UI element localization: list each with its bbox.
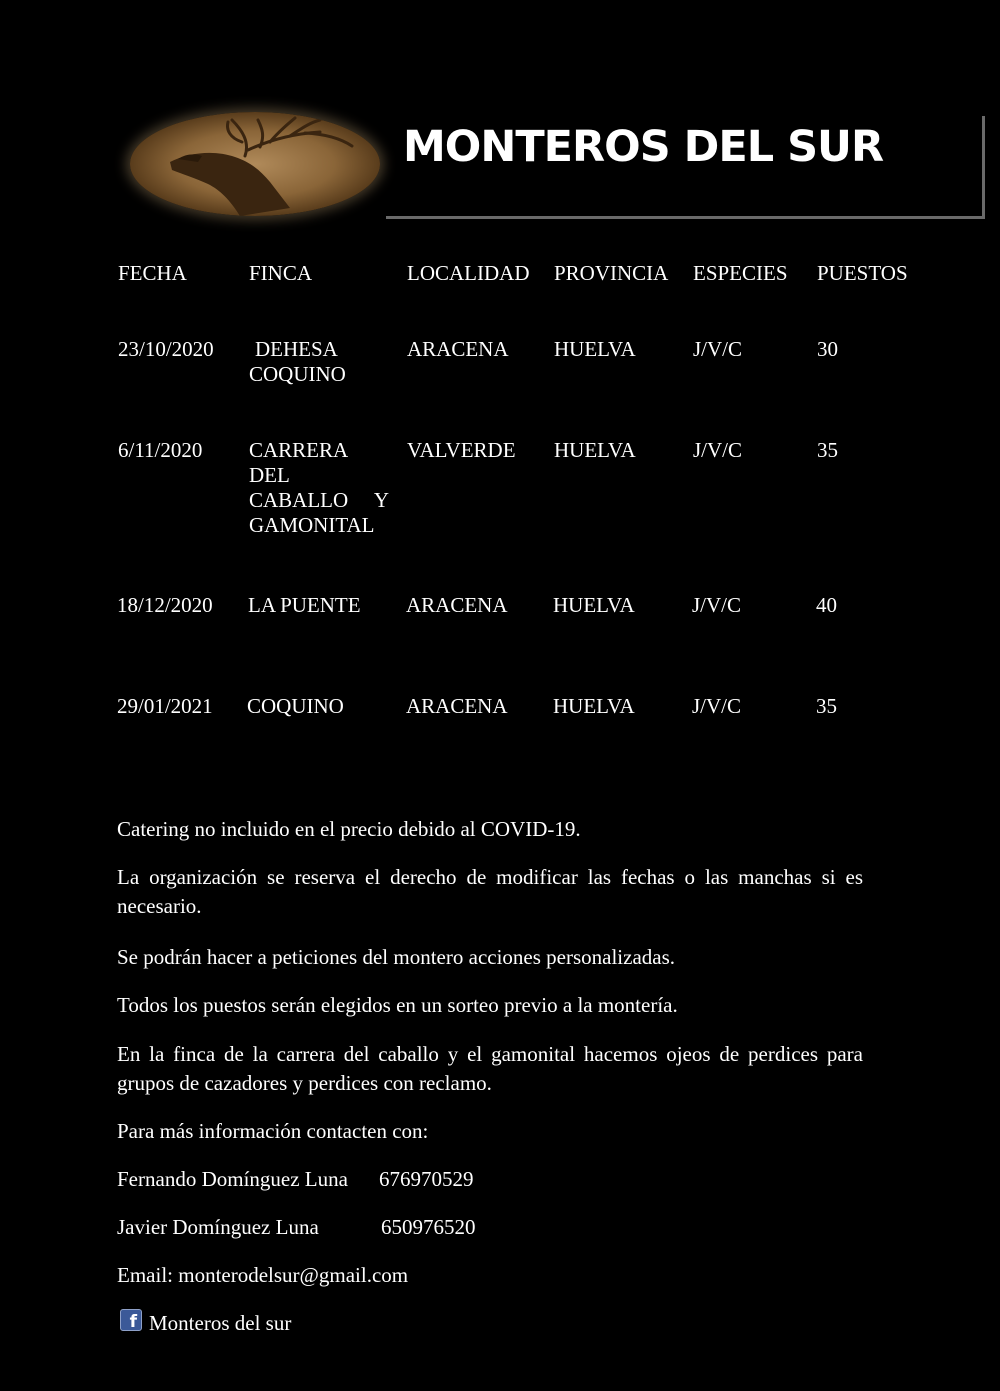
cell-finca: CARRERA DEL CABALLO Y GAMONITAL xyxy=(249,438,389,537)
deer-head-logo-icon xyxy=(130,112,380,216)
cell-localidad: ARACENA xyxy=(406,593,508,617)
contact-name: Javier Domínguez Luna xyxy=(117,1215,319,1239)
cell-puestos: 40 xyxy=(816,593,837,617)
cell-provincia: HUELVA xyxy=(554,438,636,462)
cell-provincia: HUELVA xyxy=(553,593,635,617)
contact-phone[interactable]: 676970529 xyxy=(379,1167,474,1191)
contact-name: Fernando Domínguez Luna xyxy=(117,1167,348,1191)
cell-fecha: 23/10/2020 xyxy=(118,337,214,361)
note-catering: Catering no incluido en el precio debido al COVID-19. xyxy=(117,817,581,841)
cell-fecha: 29/01/2021 xyxy=(117,694,213,718)
page-title: MONTEROS DEL SUR xyxy=(403,122,884,172)
cell-especies: J/V/C xyxy=(692,694,742,718)
note-organizacion: La organización se reserva el derecho de modificar las fechas o las manchas si es necesario. xyxy=(117,865,863,918)
cell-puestos: 30 xyxy=(817,337,838,361)
column-header-puestos: PUESTOS xyxy=(817,261,908,285)
column-header-localidad: LOCALIDAD xyxy=(407,261,530,285)
column-header-provincia: PROVINCIA xyxy=(554,261,669,285)
cell-fecha: 18/12/2020 xyxy=(117,593,213,617)
facebook-link[interactable]: Monteros del sur xyxy=(149,1311,292,1335)
cell-especies: J/V/C xyxy=(693,337,743,361)
cell-puestos: 35 xyxy=(817,438,838,462)
cell-provincia: HUELVA xyxy=(553,694,635,718)
cell-provincia: HUELVA xyxy=(554,337,636,361)
contact-phone[interactable]: 650976520 xyxy=(381,1215,476,1239)
cell-localidad: ARACENA xyxy=(406,694,508,718)
cell-localidad: ARACENA xyxy=(407,337,509,361)
email-link[interactable]: Email: monterodelsur@gmail.com xyxy=(117,1263,409,1287)
note-perdices: En la finca de la carrera del caballo y el gamonital hacemos ojeos de perdices para grupos de cazadores y perdices con reclamo. xyxy=(117,1042,863,1095)
cell-finca: DEHESA COQUINO xyxy=(249,337,346,386)
note-informacion: Para más información contacten con: xyxy=(117,1119,429,1143)
facebook-icon[interactable]: f xyxy=(120,1309,142,1331)
column-header-fecha: FECHA xyxy=(118,261,187,285)
note-personalizadas: Se podrán hacer a peticiones del montero acciones personalizadas. xyxy=(117,945,676,969)
column-header-finca: FINCA xyxy=(249,261,313,285)
cell-especies: J/V/C xyxy=(692,593,742,617)
cell-puestos: 35 xyxy=(816,694,837,718)
note-sorteo: Todos los puestos serán elegidos en un sorteo previo a la montería. xyxy=(117,993,678,1017)
cell-finca: LA PUENTE xyxy=(248,593,361,617)
cell-finca: COQUINO xyxy=(247,694,344,718)
cell-fecha: 6/11/2020 xyxy=(118,438,203,462)
cell-especies: J/V/C xyxy=(693,438,743,462)
cell-localidad: VALVERDE xyxy=(407,438,516,462)
column-header-especies: ESPECIES xyxy=(693,261,788,285)
